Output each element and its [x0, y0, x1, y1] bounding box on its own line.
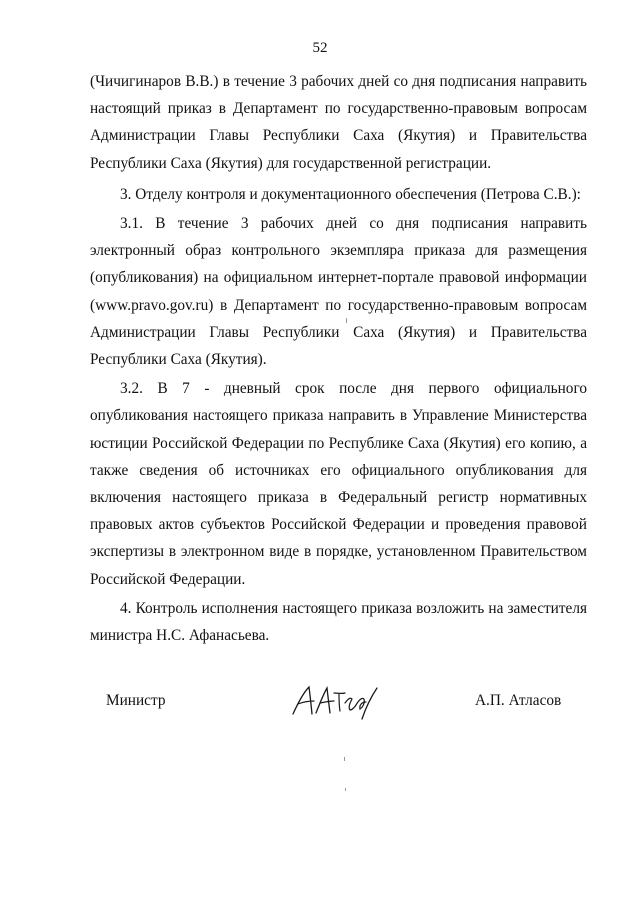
- handwritten-signature: [290, 683, 380, 723]
- scan-artifact: [345, 788, 346, 791]
- document-body: [90, 68, 587, 649]
- signature-block: [0, 683, 640, 723]
- scan-artifact: [344, 757, 345, 761]
- paragraph-item-3: 3. Отделу контроля и документационного обеспечения (Петрова С.В.):: [120, 185, 581, 203]
- paragraph-item-3-2: 3.2. В 7 - дневный срок после дня первого официального опубликования настоящего приказа направить в Управление Министерства юстиции Российской Федерации по Республике Саха (Якутия) его копию, а также сведения об источниках его официального опубликования для включения настоящего приказа в Федеральный регистр нормативных правовых актов субъектов Российской Федерации и проведения правовой экспертизы в электронном виде в порядке, установленном Правительством Российской Федерации.: [90, 380, 587, 588]
- signatory-role: Министр: [106, 692, 166, 709]
- page-number: 52: [312, 40, 328, 56]
- scan-artifact: [346, 318, 347, 323]
- paragraph-item-3-1: 3.1. В течение 3 рабочих дней со дня подписания направить электронный образ контрольного экземпляра приказа для размещения (опубликования) на официальном интернет-портале правовой информации (www.pravo.gov.ru) в Департамент по государственно-правовым вопросам Администрации Главы Республики Саха (Якутия) и Правительства Республики Саха (Якутия).: [90, 215, 587, 369]
- signatory-name: А.П. Атласов: [475, 692, 562, 709]
- paragraph-item-4: 4. Контроль исполнения настоящего приказа возложить на заместителя министра Н.С. Афанасьева.: [90, 599, 587, 645]
- paragraph-registration: (Чичигинаров В.В.) в течение 3 рабочих дней со дня подписания направить настоящий приказ в Департамент по государственно-правовым вопросам Администрации Главы Республики Саха (Якутия) и Правительства Республики Саха (Якутия) для государственной регистрации.: [90, 73, 587, 172]
